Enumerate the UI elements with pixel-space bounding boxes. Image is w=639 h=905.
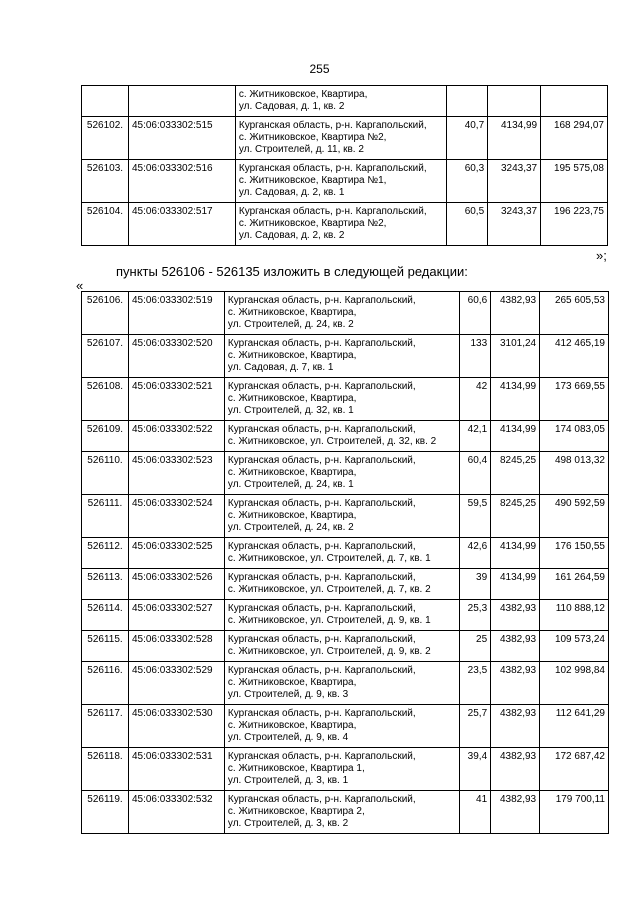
cadastral-number-cell: 45:06:033302:528	[128, 631, 224, 662]
address-cell	[224, 631, 459, 662]
area-cell: 39,4	[460, 748, 491, 791]
total-value-cell	[541, 86, 608, 117]
address-cell	[224, 748, 459, 791]
item-number-cell: 526117.	[82, 705, 129, 748]
total-value-cell: 174 083,05	[540, 421, 609, 452]
item-number-cell: 526118.	[82, 748, 129, 791]
property-table-amended	[81, 291, 609, 834]
table-row	[82, 495, 609, 538]
unit-price-cell: 4134,99	[491, 378, 540, 421]
area-cell: 25,7	[460, 705, 491, 748]
address-line: ул. Строителей, д. 3, кв. 1	[227, 775, 349, 786]
table-row	[82, 569, 609, 600]
address-cell	[235, 203, 446, 246]
address-line: с. Житниковское, Квартира №2,	[238, 132, 387, 143]
address-cell	[224, 292, 459, 335]
address-line: с. Житниковское, Квартира №2,	[238, 218, 387, 229]
cadastral-number-cell: 45:06:033302:530	[128, 705, 224, 748]
table-row	[82, 203, 608, 246]
item-number-cell: 526103.	[82, 160, 129, 203]
item-number-cell: 526107.	[82, 335, 129, 378]
address-line: ул. Садовая, д. 2, кв. 1	[238, 187, 345, 198]
cadastral-number-cell: 45:06:033302:527	[128, 600, 224, 631]
cadastral-number-cell: 45:06:033302:525	[128, 538, 224, 569]
item-number-cell: 526104.	[82, 203, 129, 246]
total-value-cell: 196 223,75	[541, 203, 608, 246]
total-value-cell: 176 150,55	[540, 538, 609, 569]
total-value-cell: 112 641,29	[540, 705, 609, 748]
address-line: с. Житниковское, Квартира,	[227, 510, 357, 521]
address-line: ул. Садовая, д. 1, кв. 2	[238, 101, 345, 112]
table-body	[82, 86, 608, 246]
total-value-cell: 172 687,42	[540, 748, 609, 791]
address-cell	[235, 160, 446, 203]
cadastral-number-cell: 45:06:033302:516	[128, 160, 235, 203]
cadastral-number-cell: 45:06:033302:520	[128, 335, 224, 378]
area-cell: 25,3	[460, 600, 491, 631]
address-cell	[224, 495, 459, 538]
address-line: с. Житниковское, ул. Строителей, д. 9, кв. 2	[227, 646, 431, 657]
item-number-cell: 526114.	[82, 600, 129, 631]
address-line: Курганская область, р-н. Каргапольский,	[227, 708, 416, 719]
area-cell: 25	[460, 631, 491, 662]
table-row	[82, 705, 609, 748]
table-row	[82, 335, 609, 378]
address-line: с. Житниковское, Квартира 2,	[227, 806, 365, 817]
item-number-cell: 526116.	[82, 662, 129, 705]
cadastral-number-cell: 45:06:033302:524	[128, 495, 224, 538]
total-value-cell: 265 605,53	[540, 292, 609, 335]
cadastral-number-cell	[128, 86, 235, 117]
address-line: ул. Строителей, д. 11, кв. 2	[238, 144, 364, 155]
unit-price-cell: 4134,99	[491, 421, 540, 452]
table-row	[82, 86, 608, 117]
area-cell: 42	[460, 378, 491, 421]
address-line: ул. Садовая, д. 2, кв. 2	[238, 230, 345, 241]
address-line: с. Житниковское, Квартира,	[227, 677, 357, 688]
address-line: Курганская область, р-н. Каргапольский,	[238, 163, 427, 174]
amendment-instruction: пункты 526106 - 526135 изложить в следующей редакции:	[116, 264, 468, 279]
unit-price-cell: 4134,99	[491, 538, 540, 569]
unit-price-cell: 8245,25	[491, 495, 540, 538]
address-line: с. Житниковское, Квартира,	[227, 350, 357, 361]
address-cell	[235, 117, 446, 160]
area-cell: 60,6	[460, 292, 491, 335]
item-number-cell: 526112.	[82, 538, 129, 569]
area-cell: 40,7	[447, 117, 488, 160]
address-line: с. Житниковское, ул. Строителей, д. 9, кв. 1	[227, 615, 431, 626]
item-number-cell: 526115.	[82, 631, 129, 662]
address-line: ул. Строителей, д. 24, кв. 2	[227, 522, 354, 533]
unit-price-cell: 4382,93	[491, 600, 540, 631]
total-value-cell: 179 700,11	[540, 791, 609, 834]
table-row	[82, 452, 609, 495]
address-line: Курганская область, р-н. Каргапольский,	[227, 634, 416, 645]
address-line: Курганская область, р-н. Каргапольский,	[227, 424, 416, 435]
address-cell	[224, 421, 459, 452]
table-row	[82, 600, 609, 631]
address-line: с. Житниковское, Квартира,	[227, 307, 357, 318]
item-number-cell: 526106.	[82, 292, 129, 335]
cadastral-number-cell: 45:06:033302:523	[128, 452, 224, 495]
cadastral-number-cell: 45:06:033302:517	[128, 203, 235, 246]
area-cell: 39	[460, 569, 491, 600]
item-number-cell: 526110.	[82, 452, 129, 495]
cadastral-number-cell: 45:06:033302:519	[128, 292, 224, 335]
cadastral-number-cell: 45:06:033302:532	[128, 791, 224, 834]
address-line: Курганская область, р-н. Каргапольский,	[227, 572, 416, 583]
area-cell: 42,1	[460, 421, 491, 452]
address-line: с. Житниковское, Квартира 1,	[227, 763, 365, 774]
cadastral-number-cell: 45:06:033302:522	[128, 421, 224, 452]
item-number-cell: 526102.	[82, 117, 129, 160]
unit-price-cell: 3243,37	[488, 160, 541, 203]
address-cell	[224, 538, 459, 569]
address-line: Курганская область, р-н. Каргапольский,	[238, 206, 427, 217]
area-cell: 60,4	[460, 452, 491, 495]
address-line: ул. Строителей, д. 9, кв. 3	[227, 689, 349, 700]
table-row	[82, 378, 609, 421]
unit-price-cell: 3101,24	[491, 335, 540, 378]
address-line: Курганская область, р-н. Каргапольский,	[227, 665, 416, 676]
table-row	[82, 662, 609, 705]
address-line: Курганская область, р-н. Каргапольский,	[238, 120, 427, 131]
address-line: Курганская область, р-н. Каргапольский,	[227, 751, 416, 762]
address-line: Курганская область, р-н. Каргапольский,	[227, 498, 416, 509]
area-cell: 41	[460, 791, 491, 834]
unit-price-cell: 8245,25	[491, 452, 540, 495]
address-line: Курганская область, р-н. Каргапольский,	[227, 295, 416, 306]
cadastral-number-cell: 45:06:033302:529	[128, 662, 224, 705]
table-row	[82, 421, 609, 452]
table-row	[82, 538, 609, 569]
table-row	[82, 117, 608, 160]
address-line: с. Житниковское, Квартира,	[227, 393, 357, 404]
item-number-cell	[82, 86, 129, 117]
cadastral-number-cell: 45:06:033302:526	[128, 569, 224, 600]
address-cell	[224, 600, 459, 631]
address-line: ул. Строителей, д. 24, кв. 1	[227, 479, 354, 490]
total-value-cell: 109 573,24	[540, 631, 609, 662]
item-number-cell: 526113.	[82, 569, 129, 600]
property-table-previous	[81, 85, 608, 246]
table-body	[82, 292, 609, 834]
unit-price-cell: 4134,99	[491, 569, 540, 600]
unit-price-cell: 3243,37	[488, 203, 541, 246]
total-value-cell: 102 998,84	[540, 662, 609, 705]
address-line: с. Житниковское, ул. Строителей, д. 7, кв. 1	[227, 553, 431, 564]
total-value-cell: 168 294,07	[541, 117, 608, 160]
table-row	[82, 631, 609, 662]
address-line: с. Житниковское, ул. Строителей, д. 32, кв. 2	[227, 436, 437, 447]
area-cell: 59,5	[460, 495, 491, 538]
unit-price-cell: 4382,93	[491, 292, 540, 335]
table-row	[82, 748, 609, 791]
address-line: ул. Садовая, д. 7, кв. 1	[227, 362, 334, 373]
address-line: с. Житниковское, Квартира,	[238, 89, 368, 100]
area-cell: 60,5	[447, 203, 488, 246]
address-line: Курганская область, р-н. Каргапольский,	[227, 541, 416, 552]
address-cell	[224, 791, 459, 834]
address-cell	[224, 378, 459, 421]
table-row	[82, 160, 608, 203]
area-cell: 133	[460, 335, 491, 378]
address-cell	[224, 335, 459, 378]
table-row	[82, 791, 609, 834]
item-number-cell: 526109.	[82, 421, 129, 452]
address-line: Курганская область, р-н. Каргапольский,	[227, 381, 416, 392]
item-number-cell: 526108.	[82, 378, 129, 421]
total-value-cell: 173 669,55	[540, 378, 609, 421]
total-value-cell: 412 465,19	[540, 335, 609, 378]
total-value-cell: 161 264,59	[540, 569, 609, 600]
address-line: ул. Строителей, д. 32, кв. 1	[227, 405, 354, 416]
total-value-cell: 490 592,59	[540, 495, 609, 538]
address-line: с. Житниковское, ул. Строителей, д. 7, кв. 2	[227, 584, 431, 595]
opening-quote: «	[76, 278, 84, 293]
total-value-cell: 110 888,12	[540, 600, 609, 631]
cadastral-number-cell: 45:06:033302:531	[128, 748, 224, 791]
cadastral-number-cell: 45:06:033302:521	[128, 378, 224, 421]
address-line: с. Житниковское, Квартира №1,	[238, 175, 387, 186]
address-line: ул. Строителей, д. 9, кв. 4	[227, 732, 349, 743]
address-line: с. Житниковское, Квартира,	[227, 467, 357, 478]
unit-price-cell: 4382,93	[491, 791, 540, 834]
unit-price-cell: 4134,99	[488, 117, 541, 160]
area-cell: 42,6	[460, 538, 491, 569]
address-line: Курганская область, р-н. Каргапольский,	[227, 455, 416, 466]
table-row	[82, 292, 609, 335]
address-line: с. Житниковское, Квартира,	[227, 720, 357, 731]
item-number-cell: 526119.	[82, 791, 129, 834]
unit-price-cell: 4382,93	[491, 662, 540, 705]
area-cell	[447, 86, 488, 117]
cadastral-number-cell: 45:06:033302:515	[128, 117, 235, 160]
page-number: 255	[309, 62, 330, 76]
address-line: Курганская область, р-н. Каргапольский,	[227, 338, 416, 349]
address-cell	[224, 705, 459, 748]
address-cell	[224, 569, 459, 600]
unit-price-cell: 4382,93	[491, 631, 540, 662]
item-number-cell: 526111.	[82, 495, 129, 538]
address-cell	[224, 452, 459, 495]
address-line: Курганская область, р-н. Каргапольский,	[227, 603, 416, 614]
closing-quote: »;	[596, 248, 607, 263]
unit-price-cell	[488, 86, 541, 117]
address-cell	[235, 86, 446, 117]
unit-price-cell: 4382,93	[491, 748, 540, 791]
address-cell	[224, 662, 459, 705]
address-line: ул. Строителей, д. 3, кв. 2	[227, 818, 349, 829]
unit-price-cell: 4382,93	[491, 705, 540, 748]
address-line: ул. Строителей, д. 24, кв. 2	[227, 319, 354, 330]
total-value-cell: 498 013,32	[540, 452, 609, 495]
area-cell: 60,3	[447, 160, 488, 203]
address-line: Курганская область, р-н. Каргапольский,	[227, 794, 416, 805]
total-value-cell: 195 575,08	[541, 160, 608, 203]
area-cell: 23,5	[460, 662, 491, 705]
